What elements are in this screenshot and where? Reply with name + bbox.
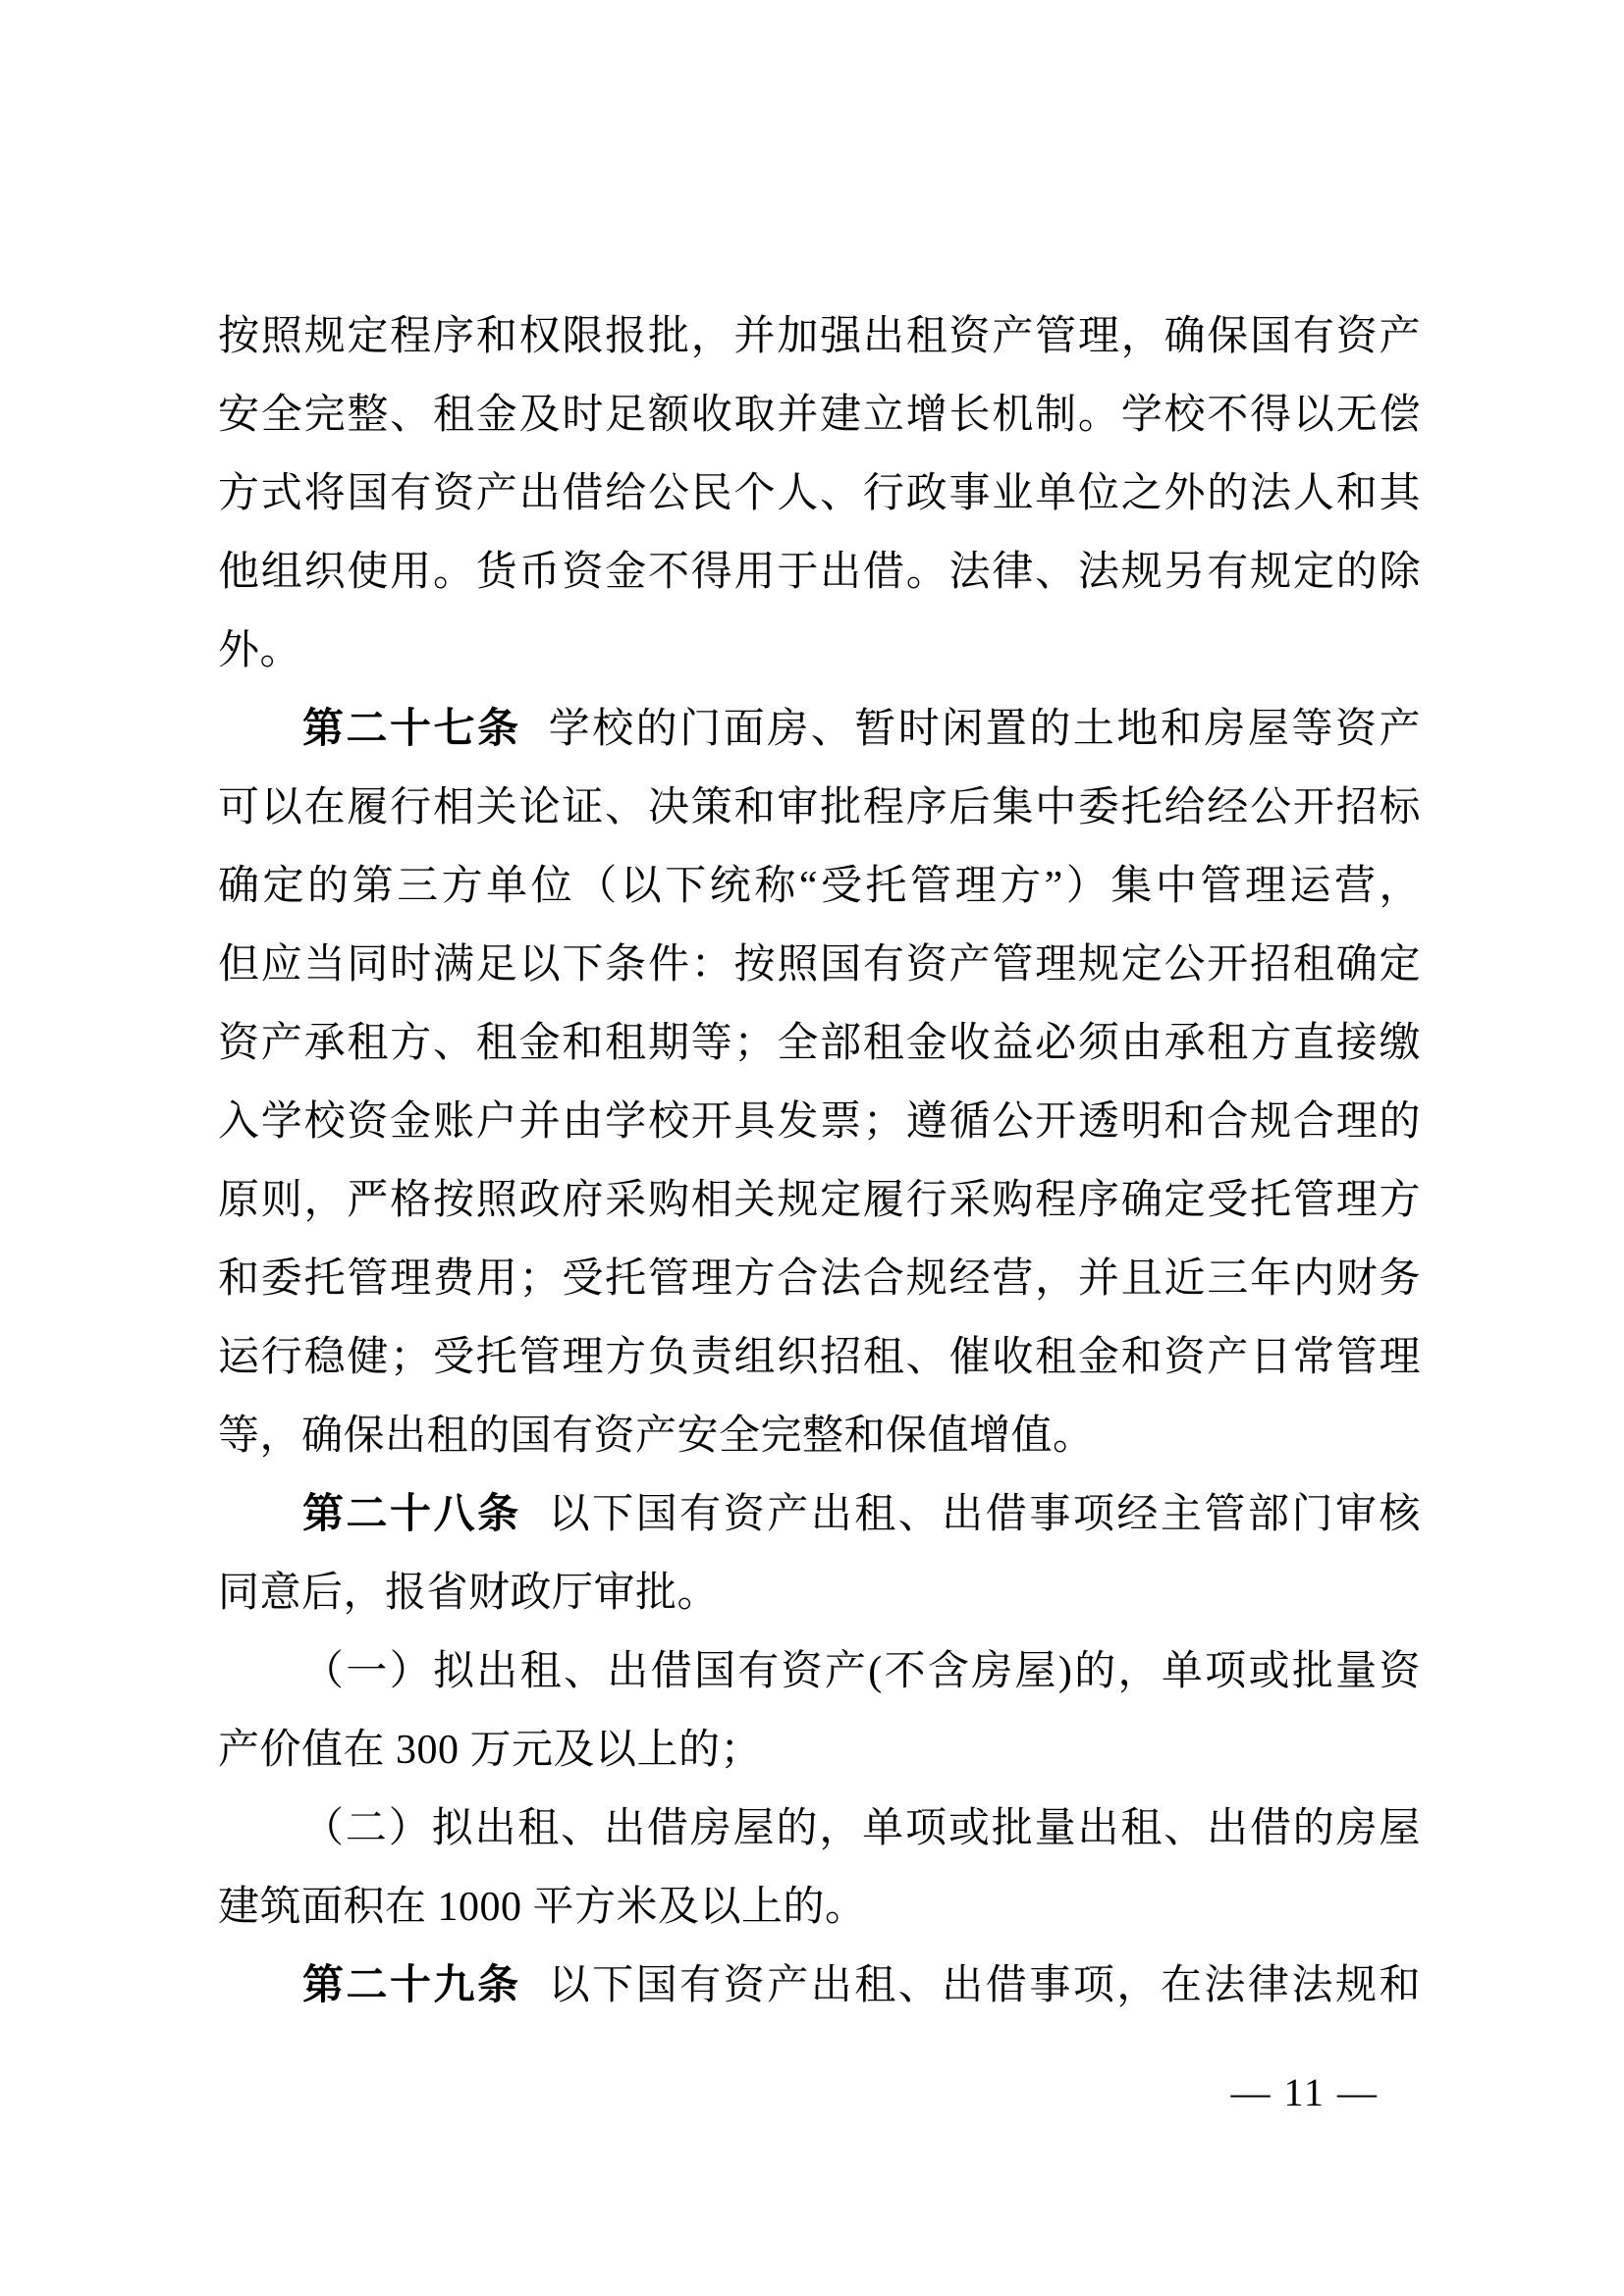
- document-line: [218, 926, 1421, 1004]
- line-text: 运行稳健；受托管理方负责组织招租、催收租金和资产日常管理: [218, 1335, 1421, 1380]
- document-line: [218, 1947, 1421, 2025]
- document-body: [218, 297, 1421, 2025]
- document-line: [218, 1397, 1421, 1475]
- line-text: 但应当同时满足以下条件：按照国有资产管理规定公开招租确定: [218, 942, 1421, 988]
- line-text: 安全完整、租金及时足额收取并建立增长机制。学校不得以无偿: [218, 393, 1421, 438]
- line-text: 可以在履行相关论证、决策和审批程序后集中委托给经公开招标: [218, 785, 1421, 830]
- document-line: [218, 1004, 1421, 1083]
- line-text: 方式将国有资产出借给公民个人、行政事业单位之外的法人和其: [218, 471, 1421, 516]
- article-number: 第二十八条: [302, 1492, 521, 1537]
- document-line: [218, 1554, 1421, 1632]
- line-text: 同意后，报省财政厅审批。: [218, 1571, 720, 1616]
- line-text: 等，确保出租的国有资产安全完整和保值增值。: [218, 1414, 1095, 1459]
- document-line: [218, 376, 1421, 454]
- document-line: [218, 1868, 1421, 1947]
- line-text: 入学校资金账户并由学校开具发票；遵循公开透明和合规合理的: [218, 1099, 1421, 1145]
- document-line: [218, 1632, 1421, 1711]
- line-text: 按照规定程序和权限报批，并加强出租资产管理，确保国有资产: [218, 314, 1421, 359]
- document-line: [218, 769, 1421, 847]
- document-line: [218, 1789, 1421, 1868]
- document-line: [218, 847, 1421, 926]
- line-text: （二）拟出租、出借房屋的，单项或批量出租、出借的房屋: [302, 1806, 1421, 1851]
- document-line: [218, 1475, 1421, 1554]
- line-text: 产价值在 300 万元及以上的；: [218, 1728, 763, 1773]
- article-number: 第二十七条: [302, 707, 521, 752]
- document-line: [218, 297, 1421, 376]
- document-line: [218, 612, 1421, 690]
- article-number: 第二十九条: [302, 1963, 521, 2008]
- document-line: [218, 1240, 1421, 1318]
- line-text: （一）拟出租、出借国有资产(不含房屋)的，单项或批量资: [302, 1649, 1421, 1694]
- line-text: 和委托管理费用；受托管理方合法合规经营，并且近三年内财务: [218, 1256, 1421, 1302]
- line-text: 他组织使用。货币资金不得用于出借。法律、法规另有规定的除: [218, 550, 1421, 595]
- line-text: 建筑面积在 1000 平方米及以上的。: [218, 1885, 867, 1930]
- line-text: 以下国有资产出租、出借事项经主管部门审核: [548, 1492, 1421, 1537]
- line-text: 资产承租方、租金和租期等；全部租金收益必须由承租方直接缴: [218, 1021, 1421, 1066]
- document-line: [218, 1318, 1421, 1397]
- line-text: 确定的第三方单位（以下统称“受托管理方”）集中管理运营，: [218, 864, 1421, 909]
- document-line: [218, 533, 1421, 612]
- document-line: [218, 1711, 1421, 1789]
- line-text: 以下国有资产出租、出借事项，在法律法规和: [548, 1963, 1421, 2008]
- document-line: [218, 454, 1421, 533]
- page-number: — 11 —: [1230, 2070, 1379, 2114]
- document-line: [218, 690, 1421, 769]
- document-line: [218, 1083, 1421, 1161]
- line-text: 学校的门面房、暂时闲置的土地和房屋等资产: [548, 707, 1421, 752]
- line-text: 原则，严格按照政府采购相关规定履行采购程序确定受托管理方: [218, 1178, 1421, 1223]
- line-text: 外。: [218, 628, 302, 673]
- document-line: [218, 1161, 1421, 1240]
